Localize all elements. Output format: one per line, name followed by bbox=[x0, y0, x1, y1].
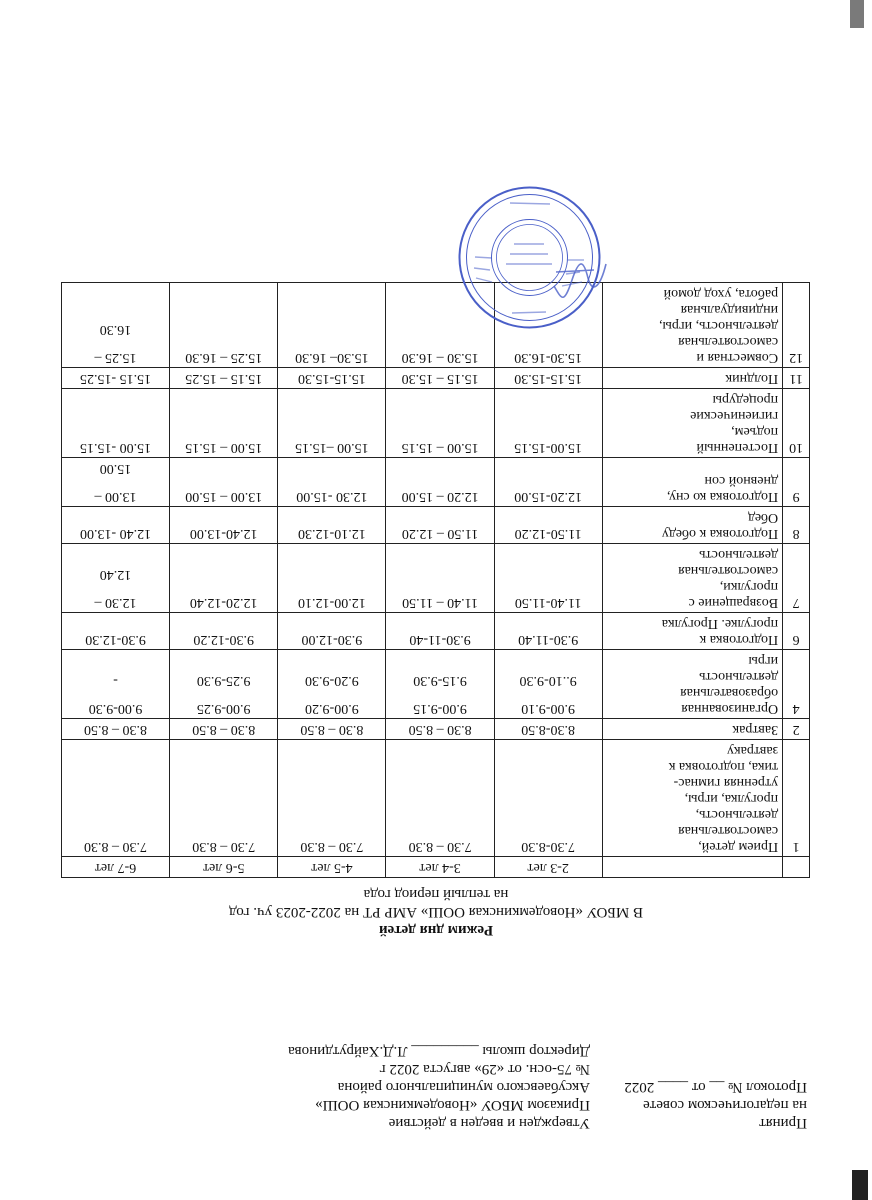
time-cell bbox=[278, 458, 386, 507]
approved-line: № 75-осн. от «29» августа 2022 г bbox=[379, 1061, 590, 1077]
time-value: 7.30 – 8.30 bbox=[300, 839, 364, 854]
table-row bbox=[62, 740, 810, 857]
table-row bbox=[62, 458, 810, 507]
activity-line: подъем, bbox=[731, 424, 779, 439]
time-cell bbox=[278, 507, 386, 544]
activity-line: индивидуальная bbox=[680, 302, 779, 317]
time-value: 15.15 – 15.30 bbox=[401, 371, 479, 386]
activity-cell bbox=[602, 389, 783, 458]
activity-line: Подготовка к bbox=[699, 632, 779, 647]
activity-line: работа, уход домой bbox=[663, 286, 779, 301]
activity-line: гигиенические bbox=[690, 408, 779, 423]
time-value: 7.30 – 8.30 bbox=[408, 839, 472, 854]
time-value: 12.20 – 15.00 bbox=[401, 489, 479, 504]
time-cell bbox=[170, 650, 278, 719]
activity-cell bbox=[602, 740, 783, 857]
time-value: 15.00 – 15.15 bbox=[401, 440, 479, 455]
schedule-title: Режим дня детей bbox=[378, 922, 494, 938]
time-cell bbox=[386, 458, 494, 507]
time-value: 8.30 – 8.50 bbox=[192, 722, 256, 737]
time-cell bbox=[278, 283, 386, 368]
accepted-line: на педагогическом совете bbox=[643, 1097, 807, 1113]
time-value: 8.30-8.50 bbox=[521, 722, 575, 737]
time-value: 15.30– 16.30 bbox=[295, 350, 369, 365]
time-cell bbox=[386, 389, 494, 458]
time-value: 15.15 – 15.25 bbox=[185, 371, 263, 386]
row-number: 7 bbox=[783, 544, 810, 613]
time-value: 13.00 – 15.00 bbox=[185, 489, 263, 504]
time-cell bbox=[494, 650, 602, 719]
activity-line: процедуры bbox=[712, 392, 779, 407]
time-value: 11.40-11.50 bbox=[514, 595, 582, 610]
time-cell bbox=[62, 544, 170, 613]
approved-line: Директор школы _________ Л.Д.Хайрутдинова bbox=[288, 1043, 590, 1059]
table-row bbox=[62, 719, 810, 740]
time-cell bbox=[494, 507, 602, 544]
time-cell bbox=[62, 368, 170, 389]
time-cell bbox=[494, 389, 602, 458]
activity-line: прогулки, bbox=[719, 579, 779, 594]
time-cell bbox=[386, 740, 494, 857]
row-number: 2 bbox=[783, 719, 810, 740]
time-cell bbox=[62, 613, 170, 650]
time-value: 15.00-15.15 bbox=[514, 440, 582, 455]
table-row bbox=[62, 650, 810, 719]
time-cell bbox=[386, 719, 494, 740]
time-cell bbox=[62, 650, 170, 719]
time-value: 9.30-11-40 bbox=[409, 632, 471, 647]
time-value: 15.25 – 16.30 bbox=[185, 350, 263, 365]
row-number: 8 bbox=[783, 507, 810, 544]
time-cell bbox=[278, 544, 386, 613]
row-number: 1 bbox=[783, 740, 810, 857]
activity-line: деятельность, игры, bbox=[658, 318, 779, 333]
time-value: - bbox=[113, 673, 118, 688]
activity-line: деятельность, bbox=[695, 807, 779, 822]
time-cell bbox=[278, 719, 386, 740]
time-cell bbox=[494, 458, 602, 507]
time-value: 16.30 bbox=[99, 322, 132, 337]
header-cell: 4-5 лет bbox=[278, 857, 386, 878]
time-value: 9.00-9.10 bbox=[521, 701, 575, 716]
time-value: 8.30 – 8.50 bbox=[408, 722, 472, 737]
time-value: 7.30 – 8.30 bbox=[192, 839, 256, 854]
scan-edge bbox=[850, 0, 864, 28]
accepted-line: Протокол № __ от ____ 2022 bbox=[624, 1079, 807, 1095]
time-value: 12.10-12.30 bbox=[298, 526, 366, 541]
activity-line: Подготовка к обеду bbox=[661, 526, 779, 541]
time-cell bbox=[386, 650, 494, 719]
time-cell bbox=[170, 740, 278, 857]
time-cell bbox=[494, 613, 602, 650]
table-row bbox=[62, 368, 810, 389]
time-value: 9.00-9.15 bbox=[413, 701, 467, 716]
table-row bbox=[62, 613, 810, 650]
time-value: 15.15 -15.25 bbox=[79, 371, 152, 386]
header-cell: 3-4 лет bbox=[386, 857, 494, 878]
time-cell bbox=[278, 389, 386, 458]
time-value: 11.50-12.20 bbox=[514, 526, 582, 541]
activity-cell bbox=[602, 719, 783, 740]
header-cell bbox=[602, 857, 783, 878]
time-value: 9.30-11.40 bbox=[518, 632, 579, 647]
time-value: 9..10-9.30 bbox=[519, 673, 577, 688]
time-cell bbox=[494, 544, 602, 613]
time-cell bbox=[278, 740, 386, 857]
time-value: 11.40 – 11.50 bbox=[402, 595, 479, 610]
activity-line: игры bbox=[748, 653, 779, 668]
time-value: 12.40 -13.00 bbox=[79, 526, 152, 541]
activity-line: деятельность bbox=[699, 547, 779, 562]
time-value: 11.50 – 12.20 bbox=[401, 526, 479, 541]
time-cell bbox=[62, 740, 170, 857]
time-cell bbox=[62, 719, 170, 740]
time-value: 8.30 – 8.50 bbox=[300, 722, 364, 737]
time-value: 15.30-16.30 bbox=[514, 350, 582, 365]
header-cell bbox=[783, 857, 810, 878]
time-value: 12.20-12.40 bbox=[189, 595, 258, 610]
time-value: 15.00 -15.15 bbox=[79, 440, 152, 455]
time-cell bbox=[386, 507, 494, 544]
activity-line: Прием детей, bbox=[698, 839, 779, 854]
time-value: 9.00-9.30 bbox=[88, 701, 143, 716]
row-number: 4 bbox=[783, 650, 810, 719]
time-value: 7.30 – 8.30 bbox=[84, 839, 148, 854]
time-cell bbox=[170, 613, 278, 650]
time-cell bbox=[170, 389, 278, 458]
header-cell: 6-7 лет bbox=[62, 857, 170, 878]
header-cell: 5-6 лет bbox=[170, 857, 278, 878]
approved-line: Утвержден и введен в действие bbox=[388, 1115, 590, 1131]
time-value: 15.00 –15.15 bbox=[295, 440, 369, 455]
time-cell bbox=[386, 368, 494, 389]
row-number: 12 bbox=[783, 283, 810, 368]
time-cell bbox=[278, 368, 386, 389]
time-value: 9.30-12.30 bbox=[85, 632, 146, 647]
activity-line: Организованная bbox=[681, 701, 779, 716]
activity-cell bbox=[602, 650, 783, 719]
activity-line: Обед bbox=[747, 510, 779, 525]
row-number: 9 bbox=[783, 458, 810, 507]
activity-cell bbox=[602, 458, 783, 507]
time-cell bbox=[170, 283, 278, 368]
activity-line: прогулка, игры, bbox=[684, 791, 779, 806]
time-value: 15.25 – bbox=[94, 350, 137, 365]
time-cell bbox=[62, 389, 170, 458]
activity-line: Полдник bbox=[725, 371, 779, 386]
activity-line: Возвращение с bbox=[688, 595, 779, 610]
activity-line: самостоятельная bbox=[678, 334, 779, 349]
table-row bbox=[62, 283, 810, 368]
approved-line: Приказом МБОУ «Новодемкинская ООШ» bbox=[315, 1097, 590, 1113]
time-value: 12.00-12.10 bbox=[298, 595, 366, 610]
time-cell bbox=[62, 458, 170, 507]
approved-line: Аксубаевского муниципального района bbox=[337, 1079, 590, 1095]
time-cell bbox=[278, 613, 386, 650]
accepted-block bbox=[624, 1078, 807, 1132]
row-number: 11 bbox=[783, 368, 810, 389]
time-cell bbox=[386, 613, 494, 650]
table-row bbox=[62, 507, 810, 544]
time-value: 12.20-15.00 bbox=[514, 489, 582, 504]
activity-line: образовательная bbox=[680, 685, 779, 700]
schedule-table bbox=[61, 282, 810, 878]
accepted-line: Принят bbox=[759, 1115, 807, 1131]
activity-line: утренняя гимнас- bbox=[673, 775, 779, 790]
activity-cell bbox=[602, 283, 783, 368]
time-value: 12.40-13.00 bbox=[189, 526, 258, 541]
activity-cell bbox=[602, 507, 783, 544]
time-cell bbox=[494, 368, 602, 389]
time-value: 12.30 -15.00 bbox=[296, 489, 368, 504]
row-number: 6 bbox=[783, 613, 810, 650]
activity-line: Совместная и bbox=[696, 350, 779, 365]
time-value: 15.15-15.30 bbox=[514, 371, 582, 386]
time-value: 13.00 – bbox=[94, 489, 137, 504]
time-cell bbox=[170, 507, 278, 544]
approved-block bbox=[288, 1042, 590, 1132]
scan-edge bbox=[852, 1170, 868, 1200]
table-row bbox=[62, 389, 810, 458]
time-value: 12.40 bbox=[99, 567, 132, 582]
time-value: 15.15-15.30 bbox=[298, 371, 366, 386]
time-value: 15.00 – 15.15 bbox=[185, 440, 263, 455]
activity-line: Постепенный bbox=[696, 440, 779, 455]
schedule-subtitle: В МБОУ «Новодемкинская ООШ» АМР РТ на 2022-2023 уч. год bbox=[229, 904, 643, 920]
time-cell bbox=[494, 740, 602, 857]
time-cell bbox=[170, 719, 278, 740]
time-cell bbox=[62, 507, 170, 544]
activity-line: самостоятельная bbox=[678, 563, 779, 578]
activity-cell bbox=[602, 368, 783, 389]
time-value: 7.30-8.30 bbox=[521, 839, 575, 854]
time-value: 15.30 – 16.30 bbox=[401, 350, 479, 365]
time-value: 12.30 – bbox=[94, 595, 137, 610]
activity-line: самостоятельная bbox=[678, 823, 779, 838]
time-value: 9.15-9.30 bbox=[413, 673, 467, 688]
activity-line: завтраку bbox=[727, 743, 779, 758]
time-cell bbox=[62, 283, 170, 368]
activity-cell bbox=[602, 544, 783, 613]
time-value: 9.00-9.20 bbox=[305, 701, 359, 716]
time-value: 9.30-12.00 bbox=[301, 632, 363, 647]
activity-line: дневной сон bbox=[704, 473, 779, 488]
time-value: 9.00-9.25 bbox=[196, 701, 251, 716]
time-cell bbox=[170, 458, 278, 507]
time-cell bbox=[494, 719, 602, 740]
time-value: 9.20-9.30 bbox=[305, 673, 359, 688]
activity-line: прогулке. Прогулка bbox=[661, 616, 779, 631]
time-value: 15.00 bbox=[99, 461, 132, 476]
time-value: 9.30-12.20 bbox=[193, 632, 255, 647]
time-cell bbox=[170, 544, 278, 613]
activity-line: тика, подготовка к bbox=[668, 759, 779, 774]
activity-cell bbox=[602, 613, 783, 650]
table-row bbox=[62, 544, 810, 613]
time-cell bbox=[386, 544, 494, 613]
row-number: 10 bbox=[783, 389, 810, 458]
schedule-period: на теплый период года bbox=[363, 886, 509, 902]
activity-line: Завтрак bbox=[732, 722, 779, 737]
activity-line: Подготовка ко сну, bbox=[666, 489, 779, 504]
time-cell bbox=[278, 650, 386, 719]
time-value: 9.25-9.30 bbox=[196, 673, 251, 688]
time-cell bbox=[170, 368, 278, 389]
header-cell: 2-3 лет bbox=[494, 857, 602, 878]
activity-line: деятельность bbox=[699, 669, 779, 684]
time-value: 8.30 – 8.50 bbox=[84, 722, 148, 737]
table-header-row bbox=[62, 857, 810, 878]
director-signature bbox=[544, 248, 614, 308]
